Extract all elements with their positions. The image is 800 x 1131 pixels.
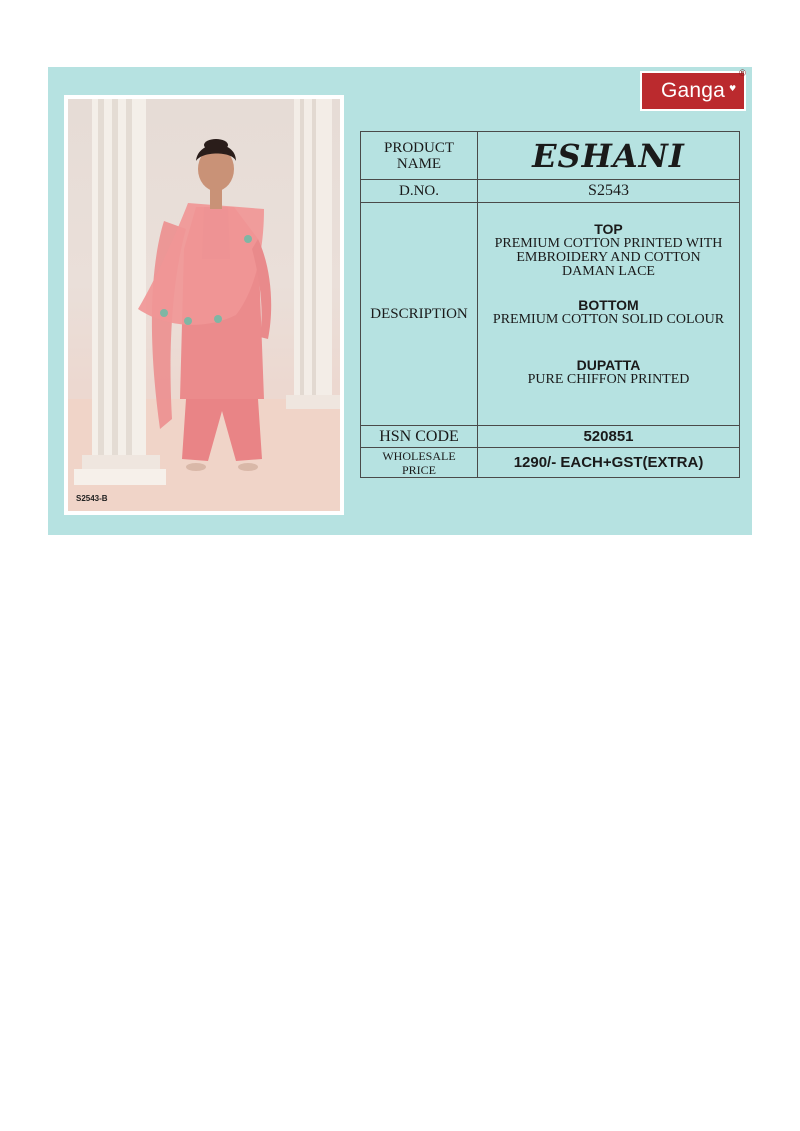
price-label: [361, 448, 478, 478]
price-value: 1290/- EACH+GST(EXTRA): [478, 448, 740, 478]
product-photo: [68, 99, 340, 511]
product-name-label: PRODUCT NAME: [361, 132, 478, 180]
description-label: DESCRIPTION: [361, 203, 478, 426]
brand-logo-text: Ganga: [660, 79, 726, 102]
price-label-line-1: WHOLESALE: [382, 448, 456, 463]
product-photo-frame: [64, 95, 344, 515]
row-hsn: [361, 426, 740, 448]
row-dno: [361, 180, 740, 203]
row-price: [361, 448, 740, 478]
bottom-text: PREMIUM COTTON SOLID COLOUR: [492, 312, 725, 327]
product-spec-table: [360, 131, 740, 478]
brand-logo: [640, 71, 746, 111]
top-line-2: EMBROIDERY AND COTTON: [516, 250, 701, 265]
price-label-line-2: PRICE: [401, 462, 436, 477]
bottom-heading: BOTTOM: [578, 297, 639, 313]
photo-design-code: S2543-B: [76, 494, 108, 503]
top-line-1: PREMIUM COTTON PRINTED WITH: [494, 236, 723, 251]
hsn-label: HSN CODE: [361, 426, 478, 448]
row-product-name: [361, 132, 740, 180]
registered-mark: ®: [738, 69, 747, 79]
hsn-value: 520851: [478, 426, 740, 448]
dupatta-text: PURE CHIFFON PRINTED: [527, 372, 690, 387]
catalog-panel: [48, 67, 752, 535]
dupatta-heading: DUPATTA: [576, 357, 641, 373]
description-value: [478, 203, 740, 426]
top-line-3: DAMAN LACE: [562, 264, 655, 279]
heart-icon: ♥: [729, 84, 737, 93]
top-heading: TOP: [594, 221, 623, 237]
dno-value: S2543: [478, 180, 740, 203]
model-illustration: [68, 99, 340, 511]
row-description: [361, 203, 740, 426]
dno-label: D.NO.: [361, 180, 478, 203]
product-name-value: ESHANI: [478, 132, 740, 180]
